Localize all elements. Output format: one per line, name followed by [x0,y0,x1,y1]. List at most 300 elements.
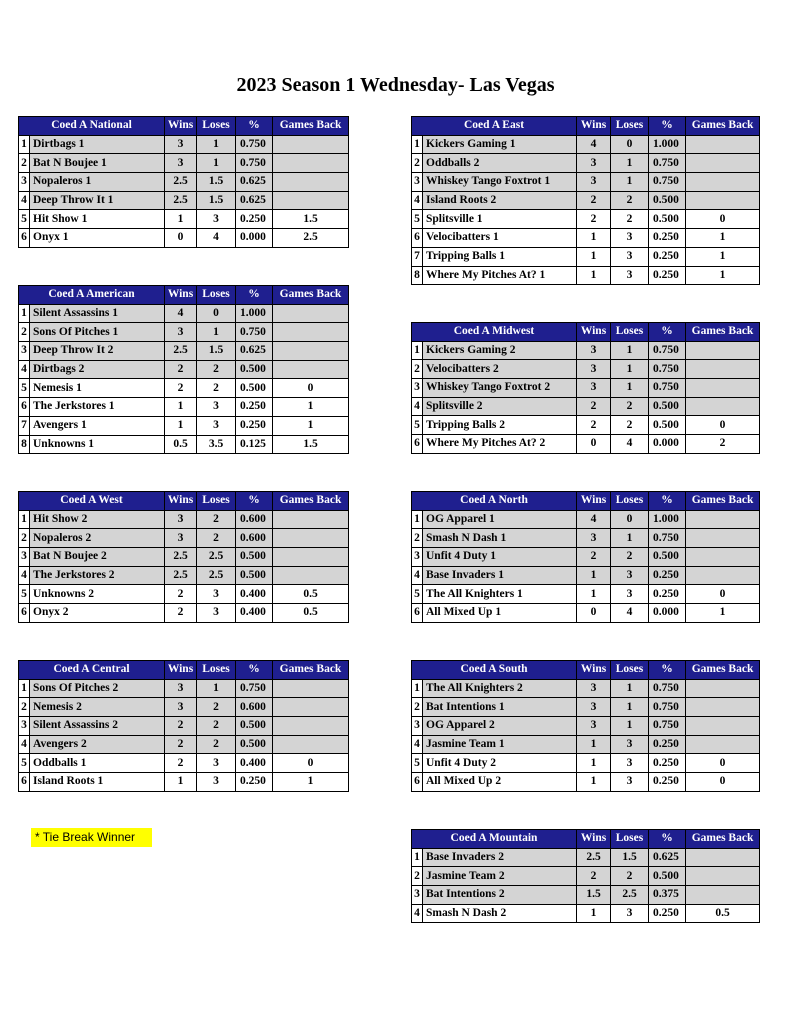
rank-cell: 5 [19,754,30,773]
loses-cell: 4 [611,604,649,623]
wins-cell: 3 [165,154,197,173]
rank-cell: 5 [412,585,423,604]
loses-cell: 1.5 [197,342,236,361]
rank-cell: 3 [412,717,423,736]
wins-cell: 3 [577,173,611,192]
games-back-cell [686,173,760,192]
wins-cell: 0 [165,229,197,248]
loses-cell: 2 [197,360,236,379]
team-name: Silent Assassins 2 [30,717,165,736]
pct-cell: 0.750 [236,135,273,154]
loses-cell: 4 [611,435,649,454]
games-back-cell: 0 [273,754,349,773]
wins-cell: 3 [577,529,611,548]
wins-cell: 2 [165,379,197,398]
table-row [412,247,760,266]
games-back-cell [686,848,760,867]
games-back-cell [686,679,760,698]
pct-header: % [236,492,273,511]
loses-header: Loses [197,117,236,136]
games-back-cell [273,566,349,585]
table-row [19,173,349,192]
loses-header: Loses [611,323,649,342]
games-back-header: Games Back [273,117,349,136]
division-name: Coed A Central [19,661,165,680]
rank-cell: 4 [19,735,30,754]
table-row [19,735,349,754]
team-name: Dirtbags 1 [30,135,165,154]
loses-cell: 2 [611,397,649,416]
games-back-cell: 2.5 [273,229,349,248]
pct-cell: 0.500 [236,360,273,379]
rank-cell: 4 [19,360,30,379]
pct-cell: 1.000 [649,135,686,154]
wins-cell: 3 [577,379,611,398]
loses-header: Loses [197,661,236,680]
games-back-cell [273,323,349,342]
loses-header: Loses [611,661,649,680]
table-row [19,210,349,229]
table-row [19,717,349,736]
wins-cell: 2.5 [165,548,197,567]
loses-cell: 3 [611,566,649,585]
table-row [19,379,349,398]
loses-cell: 1.5 [197,173,236,192]
wins-cell: 1 [577,904,611,923]
table-row [412,416,760,435]
pct-cell: 1.000 [649,510,686,529]
wins-cell: 2.5 [577,848,611,867]
games-back-header: Games Back [686,323,760,342]
rank-cell: 2 [412,698,423,717]
division-name: Coed A Mountain [412,830,577,849]
loses-cell: 3 [197,604,236,623]
loses-cell: 3 [611,773,649,792]
table-row [19,510,349,529]
loses-cell: 1 [197,135,236,154]
pct-header: % [236,286,273,305]
games-back-cell [273,679,349,698]
table-header [19,286,349,305]
team-name: Onyx 1 [30,229,165,248]
games-back-cell [686,135,760,154]
games-back-cell [273,154,349,173]
games-back-cell [686,548,760,567]
table-row [19,398,349,417]
pct-cell: 0.250 [649,735,686,754]
table-body [19,135,349,247]
team-name: Nemesis 1 [30,379,165,398]
header-row [19,661,349,680]
games-back-cell: 0 [686,416,760,435]
division-name: Coed A South [412,661,577,680]
games-back-cell [273,342,349,361]
table-row [412,510,760,529]
games-back-header: Games Back [273,661,349,680]
loses-cell: 1 [611,679,649,698]
pct-cell: 0.750 [649,698,686,717]
table-body [19,679,349,791]
team-name: Unfit 4 Duty 1 [423,548,577,567]
rank-cell: 4 [412,397,423,416]
team-name: Whiskey Tango Foxtrot 1 [423,173,577,192]
tie-break-note: * Tie Break Winner [31,828,152,847]
wins-cell: 3 [577,154,611,173]
standings-table-coed-a-american [18,285,349,454]
pct-cell: 0.400 [236,604,273,623]
pct-cell: 0.750 [649,379,686,398]
rank-cell: 4 [19,566,30,585]
games-back-cell: 1 [686,229,760,248]
pct-cell: 0.250 [649,904,686,923]
loses-cell: 1 [611,529,649,548]
loses-cell: 3 [197,585,236,604]
pct-header: % [649,117,686,136]
division-name: Coed A North [412,492,577,511]
pct-cell: 0.500 [649,548,686,567]
pct-cell: 0.500 [236,566,273,585]
wins-cell: 2 [165,754,197,773]
wins-header: Wins [165,492,197,511]
team-name: Deep Throw It 1 [30,191,165,210]
rank-cell: 1 [19,135,30,154]
pct-cell: 0.625 [236,173,273,192]
games-back-cell: 0.5 [686,904,760,923]
team-name: Avengers 1 [30,416,165,435]
wins-cell: 4 [577,135,611,154]
team-name: Kickers Gaming 2 [423,341,577,360]
team-name: The Jerkstores 2 [30,566,165,585]
header-row [412,323,760,342]
pct-cell: 0.500 [236,548,273,567]
wins-cell: 0.5 [165,435,197,454]
wins-cell: 1 [577,266,611,285]
team-name: Unknowns 2 [30,585,165,604]
games-back-header: Games Back [273,286,349,305]
wins-cell: 3 [577,679,611,698]
games-back-cell [686,191,760,210]
table-row [19,698,349,717]
wins-cell: 0 [577,604,611,623]
pct-cell: 0.500 [649,416,686,435]
table-row [19,360,349,379]
rank-cell: 1 [412,510,423,529]
table-row [412,435,760,454]
team-name: Bat Intentions 2 [423,886,577,905]
loses-cell: 2 [197,717,236,736]
games-back-cell [273,360,349,379]
header-row [19,117,349,136]
loses-cell: 3 [197,398,236,417]
wins-cell: 3 [165,698,197,717]
table-row [19,754,349,773]
games-back-cell: 0.5 [273,585,349,604]
table-row [412,754,760,773]
team-name: Nemesis 2 [30,698,165,717]
rank-cell: 2 [19,323,30,342]
standings-table-coed-a-north [411,491,760,623]
team-name: Jasmine Team 2 [423,867,577,886]
wins-header: Wins [577,117,611,136]
pct-header: % [649,830,686,849]
pct-cell: 0.250 [236,416,273,435]
wins-cell: 2 [165,585,197,604]
team-name: Splitsville 2 [423,397,577,416]
loses-cell: 2 [611,548,649,567]
table-row [412,266,760,285]
pct-cell: 0.000 [649,435,686,454]
loses-header: Loses [611,492,649,511]
table-row [412,848,760,867]
pct-cell: 0.400 [236,585,273,604]
games-back-cell: 0 [273,379,349,398]
pct-cell: 0.250 [649,266,686,285]
table-row [412,397,760,416]
loses-cell: 2 [611,416,649,435]
team-name: The All Knighters 2 [423,679,577,698]
rank-cell: 2 [412,867,423,886]
games-back-cell [273,529,349,548]
pct-cell: 0.000 [649,604,686,623]
table-body [19,510,349,622]
pct-cell: 0.750 [649,154,686,173]
team-name: Where My Pitches At? 1 [423,266,577,285]
rank-cell: 4 [412,735,423,754]
team-name: Nopaleros 2 [30,529,165,548]
table-row [19,435,349,454]
team-name: Nopaleros 1 [30,173,165,192]
pct-cell: 0.600 [236,510,273,529]
rank-cell: 4 [412,191,423,210]
loses-cell: 3 [611,585,649,604]
rank-cell: 5 [412,210,423,229]
rank-cell: 5 [19,585,30,604]
games-back-cell [686,717,760,736]
pct-cell: 0.750 [236,323,273,342]
table-row [19,229,349,248]
loses-cell: 3.5 [197,435,236,454]
games-back-header: Games Back [686,117,760,136]
rank-cell: 5 [19,379,30,398]
loses-cell: 3 [611,754,649,773]
rank-cell: 7 [412,247,423,266]
loses-cell: 1.5 [197,191,236,210]
table-header [19,117,349,136]
loses-cell: 1 [611,698,649,717]
loses-cell: 3 [197,773,236,792]
rank-cell: 3 [412,379,423,398]
rank-cell: 3 [19,342,30,361]
pct-cell: 0.250 [649,773,686,792]
rank-cell: 3 [412,173,423,192]
games-back-cell: 1.5 [273,435,349,454]
team-name: All Mixed Up 2 [423,773,577,792]
games-back-cell [273,173,349,192]
team-name: Bat Intentions 1 [423,698,577,717]
rank-cell: 8 [412,266,423,285]
table-row [19,548,349,567]
games-back-cell: 1.5 [273,210,349,229]
table-row [412,773,760,792]
pct-cell: 0.250 [649,754,686,773]
table-header [412,117,760,136]
table-row [412,566,760,585]
division-name: Coed A National [19,117,165,136]
standings-table-coed-a-east [411,116,760,285]
wins-header: Wins [165,117,197,136]
header-row [412,830,760,849]
wins-cell: 4 [165,304,197,323]
rank-cell: 2 [19,698,30,717]
table-header [412,830,760,849]
table-row [19,679,349,698]
rank-cell: 8 [19,435,30,454]
table-row [19,529,349,548]
loses-header: Loses [611,830,649,849]
team-name: Island Roots 2 [423,191,577,210]
wins-header: Wins [577,492,611,511]
pct-cell: 0.125 [236,435,273,454]
pct-cell: 0.750 [649,341,686,360]
games-back-cell: 1 [273,773,349,792]
rank-cell: 6 [412,229,423,248]
loses-cell: 2.5 [197,548,236,567]
team-name: Splitsville 1 [423,210,577,229]
table-row [412,191,760,210]
games-back-cell [686,886,760,905]
games-back-cell [686,529,760,548]
division-name: Coed A East [412,117,577,136]
loses-cell: 2.5 [197,566,236,585]
loses-cell: 3 [611,904,649,923]
table-row [19,135,349,154]
team-name: Sons Of Pitches 2 [30,679,165,698]
wins-cell: 2.5 [165,173,197,192]
games-back-cell: 0 [686,210,760,229]
table-row [412,717,760,736]
games-back-cell [273,698,349,717]
table-row [412,735,760,754]
loses-cell: 3 [611,735,649,754]
table-row [412,698,760,717]
table-row [412,379,760,398]
team-name: Onyx 2 [30,604,165,623]
wins-cell: 1 [577,247,611,266]
team-name: Tripping Balls 2 [423,416,577,435]
standings-table-coed-a-midwest [411,322,760,454]
games-back-cell [273,191,349,210]
standings-table-coed-a-south [411,660,760,792]
pct-cell: 0.400 [236,754,273,773]
rank-cell: 6 [412,773,423,792]
table-header [412,323,760,342]
games-back-cell [686,397,760,416]
table-row [19,191,349,210]
team-name: Unknowns 1 [30,435,165,454]
wins-cell: 3 [577,717,611,736]
loses-cell: 2 [197,698,236,717]
team-name: Oddballs 2 [423,154,577,173]
loses-cell: 3 [197,210,236,229]
team-name: Avengers 2 [30,735,165,754]
table-row [19,416,349,435]
rank-cell: 7 [19,416,30,435]
header-row [19,492,349,511]
rank-cell: 6 [19,604,30,623]
pct-cell: 0.600 [236,529,273,548]
table-row [412,529,760,548]
table-row [412,341,760,360]
team-name: Kickers Gaming 1 [423,135,577,154]
team-name: All Mixed Up 1 [423,604,577,623]
pct-cell: 0.500 [649,397,686,416]
table-body [412,679,760,791]
pct-cell: 0.250 [236,210,273,229]
pct-header: % [236,117,273,136]
rank-cell: 3 [19,717,30,736]
team-name: Sons Of Pitches 1 [30,323,165,342]
rank-cell: 3 [412,548,423,567]
pct-header: % [649,323,686,342]
team-name: OG Apparel 1 [423,510,577,529]
wins-cell: 1 [165,416,197,435]
team-name: Unfit 4 Duty 2 [423,754,577,773]
table-body [19,304,349,454]
rank-cell: 4 [412,904,423,923]
rank-cell: 6 [412,435,423,454]
wins-cell: 2.5 [165,342,197,361]
games-back-cell [686,735,760,754]
games-back-cell: 1 [686,604,760,623]
loses-cell: 1.5 [611,848,649,867]
loses-cell: 2 [197,735,236,754]
pct-cell: 0.500 [649,867,686,886]
games-back-cell [686,510,760,529]
team-name: Smash N Dash 1 [423,529,577,548]
rank-cell: 5 [412,416,423,435]
loses-cell: 2 [611,210,649,229]
games-back-cell [686,360,760,379]
rank-cell: 1 [19,679,30,698]
pct-cell: 0.625 [236,342,273,361]
table-row [412,173,760,192]
rank-cell: 4 [412,566,423,585]
games-back-header: Games Back [686,830,760,849]
pct-header: % [236,661,273,680]
rank-cell: 2 [19,529,30,548]
rank-cell: 6 [412,604,423,623]
wins-cell: 3 [577,360,611,379]
loses-cell: 2 [197,379,236,398]
team-name: Island Roots 1 [30,773,165,792]
table-header [19,661,349,680]
rank-cell: 3 [19,173,30,192]
loses-cell: 1 [611,717,649,736]
header-row [412,492,760,511]
wins-cell: 1 [577,585,611,604]
table-body [412,510,760,622]
wins-cell: 4 [577,510,611,529]
wins-cell: 2 [165,604,197,623]
wins-cell: 2 [577,548,611,567]
pct-cell: 0.250 [649,566,686,585]
rank-cell: 1 [412,679,423,698]
games-back-cell: 1 [273,398,349,417]
pct-cell: 0.500 [236,379,273,398]
rank-cell: 2 [412,360,423,379]
table-row [412,229,760,248]
table-row [19,304,349,323]
